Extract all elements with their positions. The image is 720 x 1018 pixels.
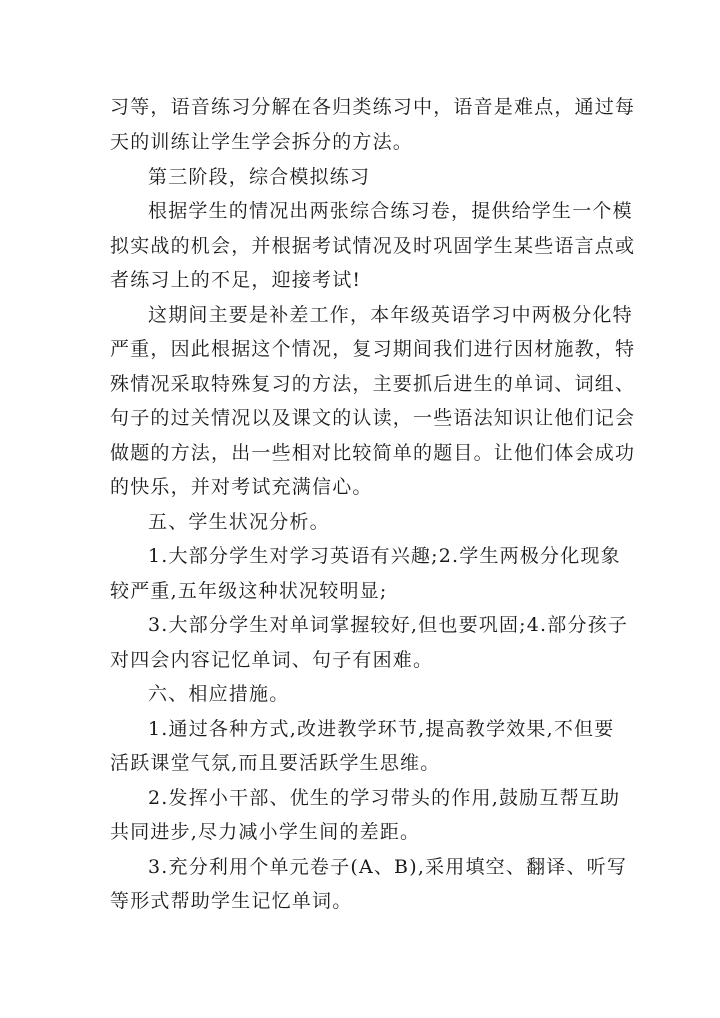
paragraph-line: 习等，语音练习分解在各归类练习中，语音是难点，通过每	[110, 96, 636, 118]
paragraph-line: 者练习上的不足，迎接考试!	[110, 269, 362, 291]
paragraph-line: 对四会内容记忆单词、句子有困难。	[110, 649, 434, 671]
paragraph-line: 3.充分利用个单元卷子(A、B),采用填空、翻译、听写	[148, 856, 628, 878]
section-heading: 六、相应措施。	[148, 683, 290, 705]
paragraph-line: 共同进步,尽力减小学生间的差距。	[110, 821, 421, 843]
paragraph-line: 殊情况采取特殊复习的方法，主要抓后进生的单词、词组、	[110, 373, 636, 395]
paragraph-line: 1.大部分学生对学习英语有兴趣;2.学生两极分化现象	[148, 545, 621, 567]
section-heading: 第三阶段，综合模拟练习	[148, 166, 371, 188]
paragraph-line: 1.通过各种方式,改进教学环节,提高教学效果,不但要	[148, 718, 615, 740]
paragraph-line: 根据学生的情况出两张综合练习卷，提供给学生一个模	[148, 200, 633, 222]
paragraph-line: 2.发挥小干部、优生的学习带头的作用,鼓励互帮互助	[148, 787, 621, 809]
paragraph-line: 较严重,五年级这种状况较明显;	[110, 580, 388, 602]
paragraph-line: 等形式帮助学生记忆单词。	[110, 890, 353, 912]
paragraph-line: 句子的过关情况以及课文的认读，一些语法知识让他们记会	[110, 407, 636, 429]
paragraph-line: 严重，因此根据这个情况，复习期间我们进行因材施教，特	[110, 338, 636, 360]
paragraph-line: 做题的方法，出一些相对比较简单的题目。让他们体会成功	[110, 442, 636, 464]
section-heading: 五、学生状况分析。	[148, 511, 330, 533]
paragraph-line: 这期间主要是补差工作，本年级英语学习中两极分化特	[148, 304, 633, 326]
paragraph-line: 拟实战的机会，并根据考试情况及时巩固学生某些语言点或	[110, 235, 636, 257]
paragraph-line: 活跃课堂气氛,而且要活跃学生思维。	[110, 752, 441, 774]
paragraph-line: 的快乐，并对考试充满信心。	[110, 476, 373, 498]
paragraph-line: 3.大部分学生对单词掌握较好,但也要巩固;4.部分孩子	[148, 614, 629, 636]
paragraph-line: 天的训练让学生学会拆分的方法。	[110, 131, 414, 153]
